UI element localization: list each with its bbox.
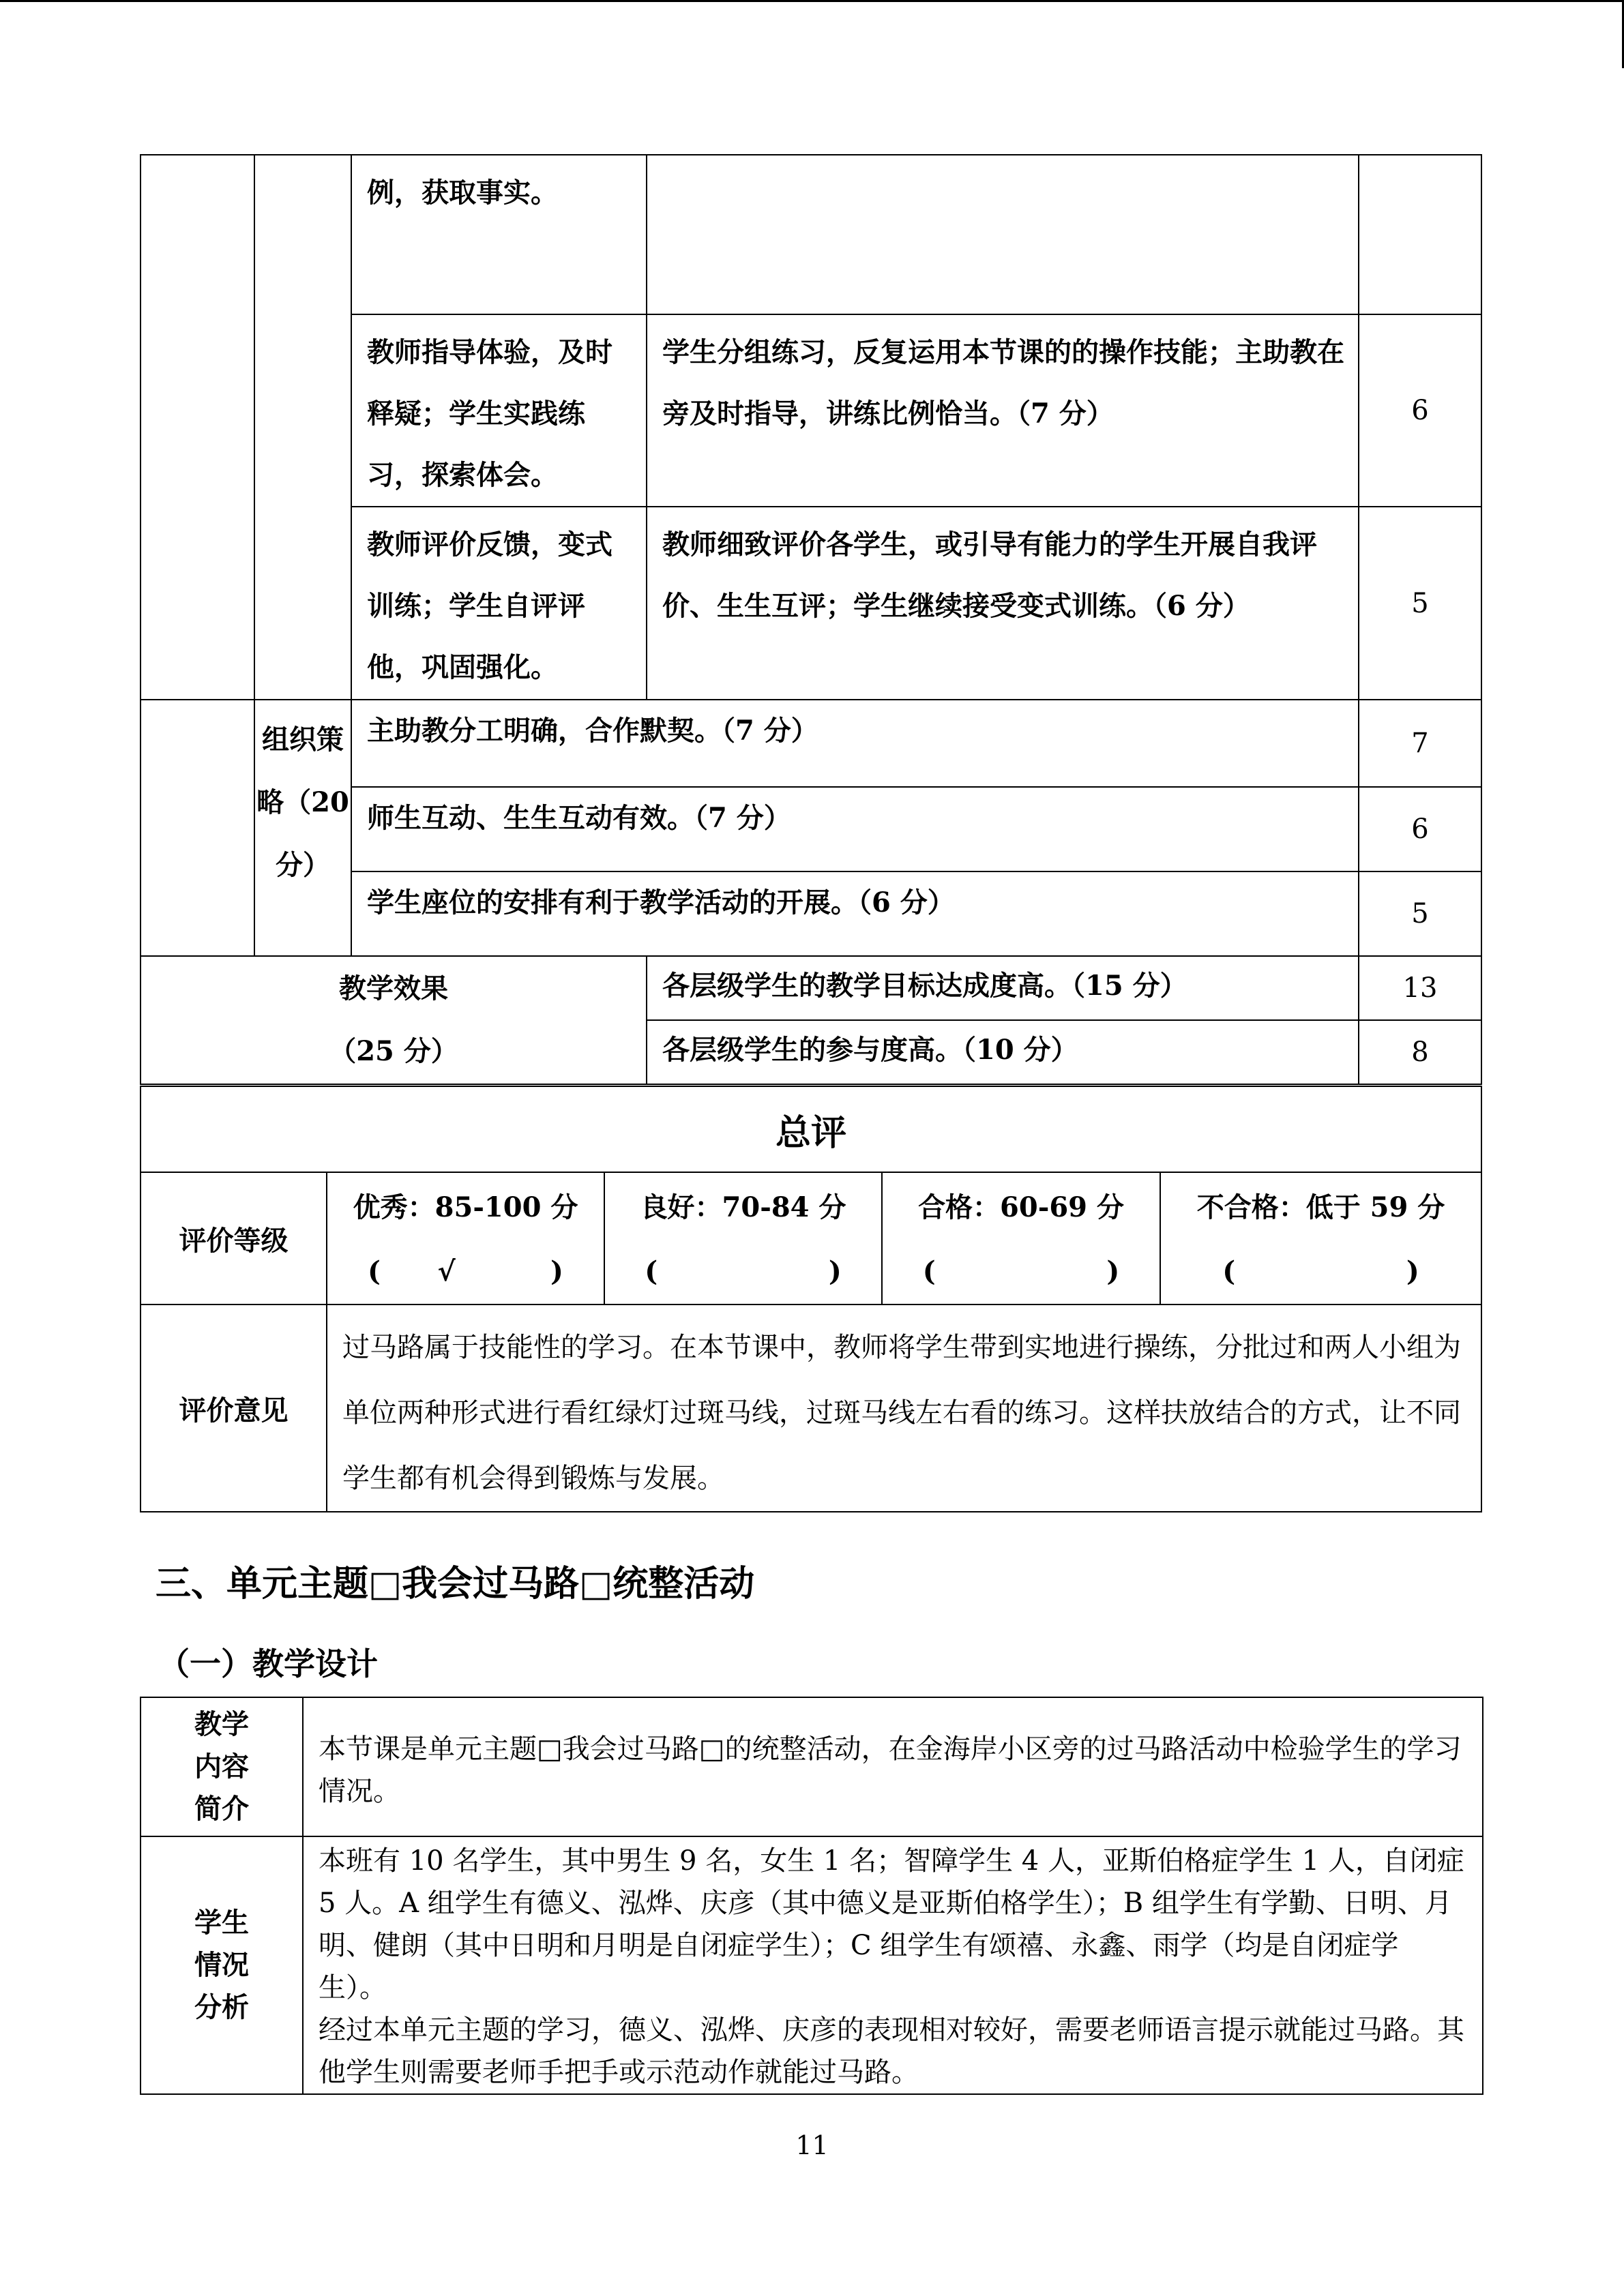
score-cell: 5 bbox=[1359, 507, 1481, 700]
teaching-design-table bbox=[140, 1697, 1483, 2095]
grade-label: 评价等级 bbox=[141, 1172, 327, 1304]
grade-option-label: 不合格：低于 59 分 bbox=[1196, 1191, 1445, 1223]
summary-title: 总评 bbox=[141, 1086, 1481, 1172]
standard-cell: 学生分组练习，反复运用本节课的的操作技能；主助教在旁及时指导，讲练比例恰当。（7 分） bbox=[647, 314, 1359, 507]
organization-item: 学生座位的安排有利于教学活动的开展。（6 分） bbox=[351, 871, 1359, 956]
grade-option-mark: ( √ ) bbox=[368, 1255, 563, 1287]
evaluation-outer-category-cell bbox=[141, 700, 254, 956]
grade-option-mark: ( ) bbox=[1222, 1255, 1419, 1287]
grade-option-label: 良好：70-84 分 bbox=[640, 1191, 846, 1223]
subsection-heading: （一）教学设计 bbox=[158, 1645, 378, 1682]
score-cell: 13 bbox=[1359, 956, 1481, 1020]
effect-item: 各层级学生的教学目标达成度高。（15 分） bbox=[647, 956, 1359, 1020]
content-summary-label-text: 教学内容简介 bbox=[194, 1708, 249, 1825]
effect-category-points: （25 分） bbox=[329, 1035, 458, 1067]
opinion-label: 评价意见 bbox=[141, 1304, 327, 1512]
grade-option-fail bbox=[1160, 1172, 1481, 1304]
organization-item: 师生互动、生生互动有效。（7 分） bbox=[351, 787, 1359, 871]
grade-option-good bbox=[604, 1172, 882, 1304]
criterion-cell: 例，获取事实。 bbox=[351, 155, 647, 314]
page-number: 11 bbox=[795, 2130, 829, 2160]
summary-table bbox=[140, 1086, 1482, 1512]
student-analysis-label bbox=[141, 1836, 303, 2094]
grade-option-pass bbox=[882, 1172, 1160, 1304]
effect-category-cell bbox=[141, 956, 647, 1084]
student-analysis-label-text: 学生情况分析 bbox=[194, 1907, 249, 2023]
content-summary-text: 本节课是单元主题□我会过马路□的统整活动，在金海岸小区旁的过马路活动中检验学生的学习情况。 bbox=[303, 1697, 1483, 1836]
grade-option-mark: ( ) bbox=[922, 1255, 1120, 1287]
evaluation-sub-category-cell bbox=[254, 155, 351, 700]
score-cell: 6 bbox=[1359, 787, 1481, 871]
student-analysis-paragraph: 经过本单元主题的学习，德义、泓烨、庆彦的表现相对较好，需要老师语言提示就能过马路。其他学生则需要老师手把手或示范动作就能过马路。 bbox=[319, 2014, 1464, 2088]
standard-cell: 教师细致评价各学生，或引导有能力的学生开展自我评价、生生互评；学生继续接受变式训练。（6 分） bbox=[647, 507, 1359, 700]
effect-category-title: 教学效果 bbox=[339, 972, 448, 1004]
evaluation-outer-category-cell bbox=[141, 155, 254, 700]
effect-item: 各层级学生的参与度高。（10 分） bbox=[647, 1020, 1359, 1084]
section-heading: 三、单元主题□我会过马路□统整活动 bbox=[156, 1564, 755, 1605]
evaluation-table bbox=[140, 154, 1482, 1085]
score-cell bbox=[1359, 155, 1481, 314]
opinion-text: 过马路属于技能性的学习。在本节课中，教师将学生带到实地进行操练，分批过和两人小组为单位两种形式进行看红绿灯过斑马线，过斑马线左右看的练习。这样扶放结合的方式，让不同学生都有机会得到锻炼与发展。 bbox=[327, 1304, 1481, 1512]
score-cell: 5 bbox=[1359, 871, 1481, 956]
standard-cell bbox=[647, 155, 1359, 314]
student-analysis-paragraph: 本班有 10 名学生，其中男生 9 名，女生 1 名；智障学生 4 人，亚斯伯格症学生 1 人，自闭症 5 人。A 组学生有德义、泓烨、庆彦（其中德义是亚斯伯格学生）；B 组学生有学勤、日明、月明、健朗（其中日明和月明是自闭症学生）；C 组学生有颂禧、永鑫、雨学（均是自闭症学生）。 bbox=[319, 1845, 1464, 2003]
grade-option-mark: ( ) bbox=[645, 1255, 842, 1287]
organization-category-cell: 组织策略（20分） bbox=[254, 700, 351, 956]
grade-option-label: 优秀：85-100 分 bbox=[353, 1191, 578, 1223]
grade-option-excellent bbox=[327, 1172, 604, 1304]
content-summary-label bbox=[141, 1697, 303, 1836]
criterion-cell: 教师指导体验，及时释疑；学生实践练习，探索体会。 bbox=[351, 314, 647, 507]
score-cell: 6 bbox=[1359, 314, 1481, 507]
grade-option-label: 合格：60-69 分 bbox=[918, 1191, 1124, 1223]
page-top-border bbox=[0, 0, 1624, 2]
student-analysis-cell bbox=[303, 1836, 1483, 2094]
criterion-cell: 教师评价反馈，变式训练；学生自评评他，巩固强化。 bbox=[351, 507, 647, 700]
organization-item: 主助教分工明确，合作默契。（7 分） bbox=[351, 700, 1359, 787]
score-cell: 7 bbox=[1359, 700, 1481, 787]
score-cell: 8 bbox=[1359, 1020, 1481, 1084]
